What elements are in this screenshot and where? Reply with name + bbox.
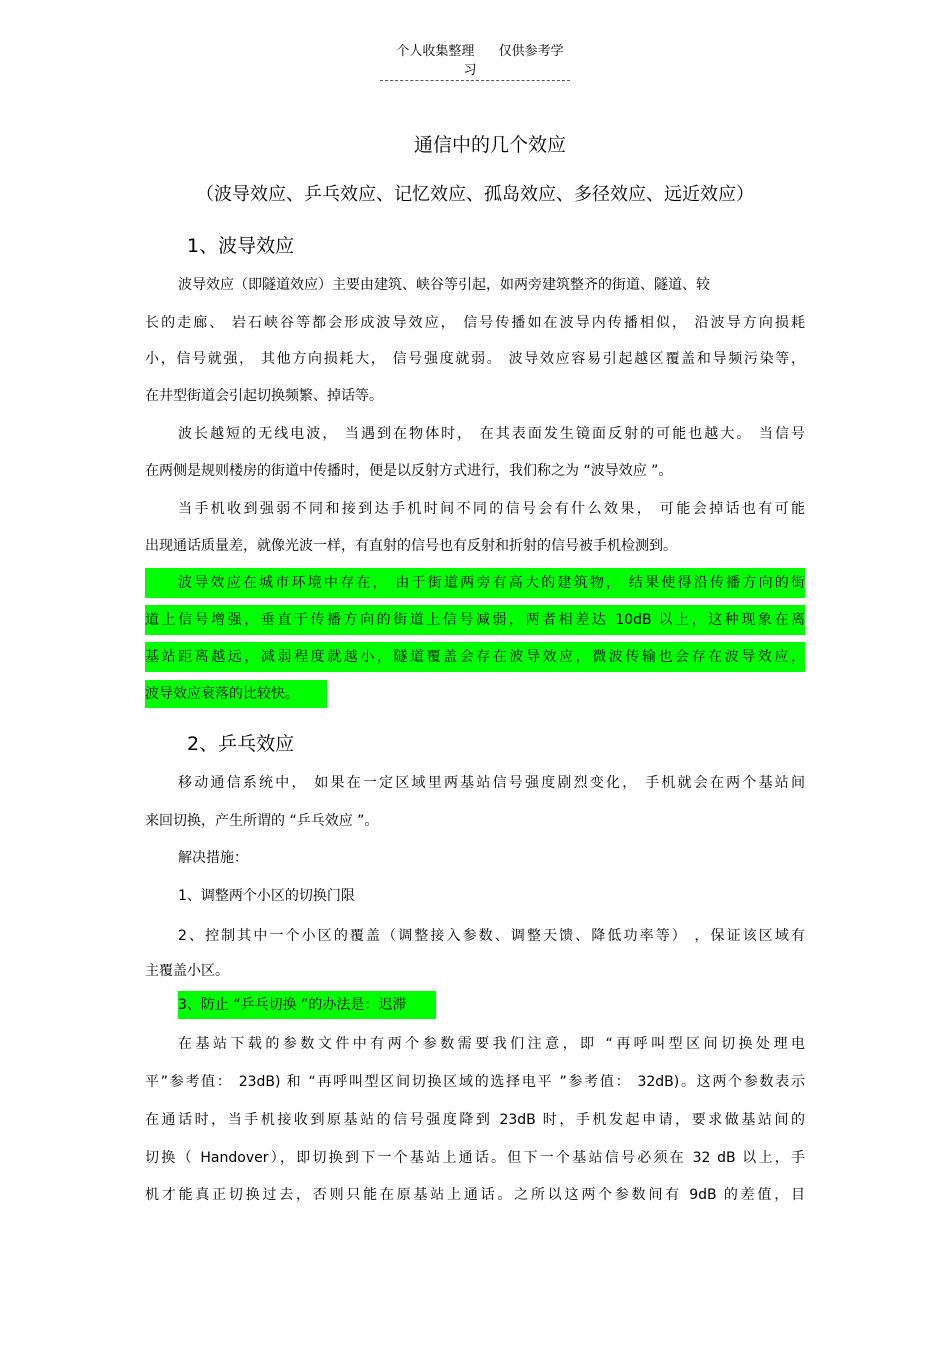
header-left-text: 个人收集整理 (396, 44, 475, 59)
s2-line-9: 平”参考值： 23dB) 和 “再呼叫型区间切换区域的选择电平 ”参考值： 32dB)。这两个参数表示 (145, 1074, 805, 1090)
s2-line-12: 机才能真正切换过去，否则只能在原基站上通话。之所以这两个参数间有 9dB 的差值，目 (145, 1187, 805, 1203)
s2-line-6: 主覆盖小区。 (145, 963, 229, 979)
s2-line-10: 在通话时，当手机接收到原基站的信号强度降到 23dB 时，手机发起申请，要求做基站间的 (145, 1112, 805, 1128)
document-title: 通信中的几个效应 (413, 134, 566, 156)
s1-line-10: 道上信号增强，垂直于传播方向的街道上信号减弱，两者相差达 10dB 以上，这种现象在离 (145, 605, 805, 635)
s2-line-8: 在基站下载的参数文件中有两个参数需要我们注意，即 “再呼叫型区间切换处理电 (178, 1036, 805, 1052)
s1-line-7: 当手机收到强弱不同和接到达手机时间不同的信号会有什么效果， 可能会掉话也有可能 (178, 501, 805, 517)
s1-line-6: 在两侧是规则楼房的街道中传播时，便是以反射方式进行，我们称之为 “波导效应 ”。 (145, 463, 673, 479)
s2-line-5: 2、控制其中一个小区的覆盖（调整接入参数、调整天馈、降低功率等） ，保证该区域有 (178, 928, 805, 944)
s1-line-11: 基站距离越远，减弱程度就越小，隧道覆盖会存在波导效应，微波传输也会存在波导效应， (145, 642, 805, 672)
s1-line-9: 波导效应在城市环境中存在， 由于街道两旁有高大的建筑物， 结果使得沿传播方向的街 (178, 575, 805, 591)
s2-line-1: 移动通信系统中， 如果在一定区域里两基站信号强度剧烈变化， 手机就会在两个基站间 (178, 775, 805, 791)
document-subtitle: （波导效应、乒乓效应、记忆效应、孤岛效应、多径效应、远近效应） (196, 184, 754, 205)
s2-line-2: 来回切换，产生所谓的 “乒乓效应 ”。 (145, 813, 379, 829)
s1-line-5: 波长越短的无线电波， 当遇到在物体时， 在其表面发生镜面反射的可能也越大。 当信号 (178, 426, 805, 442)
s2-line-4: 1、调整两个小区的切换门限 (178, 888, 355, 904)
s2-line-7: 3、防止 “乒乓切换 ”的办法是：迟滞 (178, 991, 436, 1019)
s1-line-3: 小，信号就强， 其他方向损耗大， 信号强度就弱。 波导效应容易引起越区覆盖和导频污染等， (145, 351, 805, 367)
s1-line-1: 波导效应（即隧道效应）主要由建筑、峡谷等引起，如两旁建筑整齐的街道、隧道、较 (178, 277, 710, 293)
s1-line-8: 出现通话质量差，就像光波一样，有直射的信号也有反射和折射的信号被手机检测到。 (145, 538, 677, 554)
s1-line-12: 波导效应衰落的比较快。 (145, 680, 327, 708)
section2-heading: 2、乒乓效应 (187, 733, 295, 755)
section1-heading: 1、波导效应 (187, 235, 295, 257)
s1-line-4: 在井型街道会引起切换频繁、掉话等。 (145, 388, 383, 404)
page-header (380, 40, 570, 81)
s1-line-2: 长的走廊、 岩石峡谷等都会形成波导效应， 信号传播如在波导内传播相似， 沿波导方向损耗 (145, 315, 805, 331)
s2-line-3: 解决措施： (178, 850, 248, 866)
header-right-text: 仅供参考学习 (463, 44, 564, 78)
s2-line-11: 切换（ Handover），即切换到下一个基站上通话。但下一个基站信号必须在 32 dB 以上，手 (145, 1150, 805, 1166)
highlight-block-1 (145, 568, 805, 598)
